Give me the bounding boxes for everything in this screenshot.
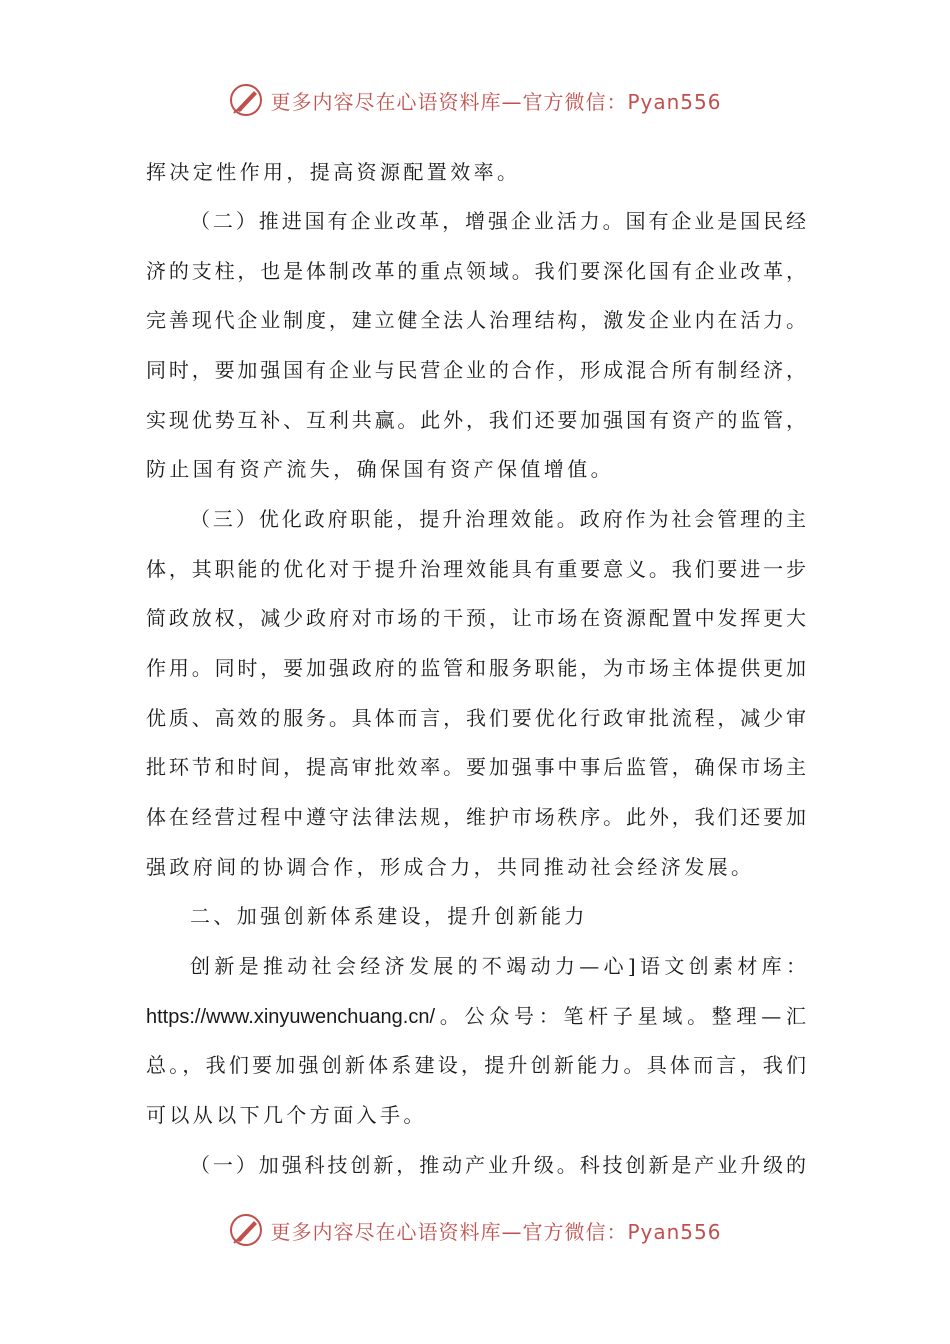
text-line: （二）推进国有企业改革，增强企业活力。国有企业是国民经 [190,209,806,233]
text-line: 济的支柱，也是体制改革的重点领域。我们要深化国有企业改革， [146,259,806,283]
text-line: 实现优势互补、互利共赢。此外，我们还要加强国有资产的监管， [146,408,806,432]
text-line: 同时，要加强国有企业与民营企业的合作，形成混合所有制经济， [146,358,806,382]
url-line [146,1002,806,1031]
header-banner [0,80,950,120]
text-line: 强政府间的协调合作，形成合力，共同推动社会经济发展。 [146,855,755,879]
text-line: 体，其职能的优化对于提升治理效能具有重要意义。我们要进一步 [146,557,806,581]
text-line: （三）优化政府职能，提升治理效能。政府作为社会管理的主 [190,507,806,531]
text-line: 防止国有资产流失，确保国有资产保值增值。 [146,457,614,481]
text-line: 总。，我们要加强创新体系建设，提升创新能力。具体而言，我们 [146,1053,806,1077]
text-line: 作用。同时，要加强政府的监管和服务职能，为市场主体提供更加 [146,656,806,680]
section-heading: 二、加强创新体系建设，提升创新能力 [190,904,588,928]
text-line: 完善现代企业制度，建立健全法人治理结构，激发企业内在活力。 [146,308,806,332]
text-line: 简政放权，减少政府对市场的干预，让市场在资源配置中发挥更大 [146,606,806,630]
quill-logo-icon [228,1212,264,1248]
text-line: 可以从以下几个方面入手。 [146,1103,427,1127]
text-line: 体在经营过程中遵守法律法规，维护市场秩序。此外，我们还要加 [146,805,806,829]
text-line: 创新是推动社会经济发展的不竭动力—心]语文创素材库： [190,954,806,978]
website-url: https://www.xinyuwenchuang.cn/ [146,1006,436,1028]
footer-banner [0,1210,950,1250]
header-banner-text: 更多内容尽在心语资料库—官方微信：Pyan556 [270,89,722,114]
url-line-rest: 。公众号：笔杆子星域。整理—汇 [435,1004,806,1028]
text-line: （一）加强科技创新，推动产业升级。科技创新是产业升级的 [190,1153,806,1177]
quill-logo-icon [228,82,264,118]
text-line: 优质、高效的服务。具体而言，我们要优化行政审批流程，减少审 [146,706,806,730]
text-line: 挥决定性作用，提高资源配置效率。 [146,160,521,184]
footer-banner-text: 更多内容尽在心语资料库—官方微信：Pyan556 [270,1219,722,1244]
text-line: 批环节和时间，提高审批效率。要加强事中事后监管，确保市场主 [146,755,806,779]
